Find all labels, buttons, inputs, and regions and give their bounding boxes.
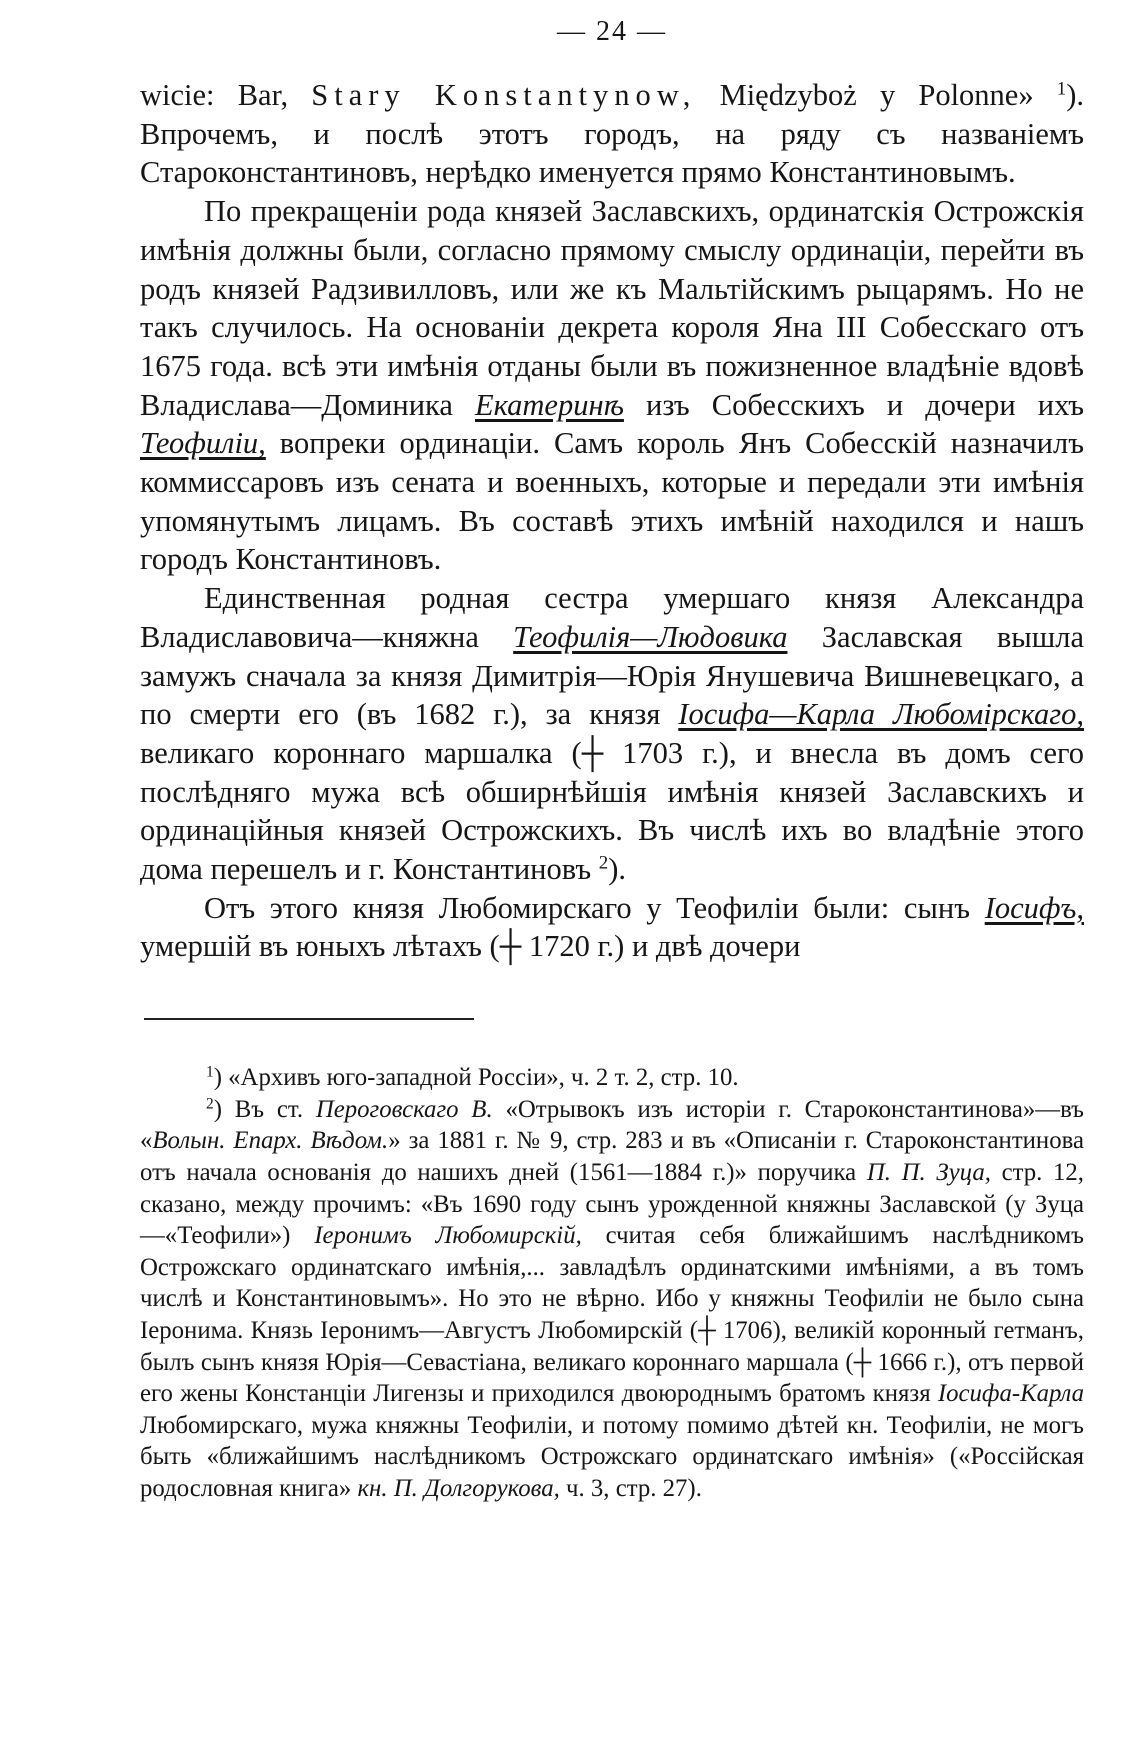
footnote-italic: кн. П. Долгорукова,: [357, 1474, 560, 1502]
footnote-1: [140, 1062, 1084, 1094]
page-number: — 24 —: [557, 16, 667, 47]
footnote-divider: [144, 1018, 474, 1020]
text-run: Międzyboż y Polonne»: [696, 78, 1057, 112]
footnote-italic: Іосифа-Карла: [937, 1380, 1084, 1408]
paragraph-2: [140, 192, 1084, 579]
footnote-italic: П. П. Зуца,: [866, 1158, 991, 1186]
footnote-number: 2: [206, 1095, 214, 1113]
footnote-ref-1: 1: [1056, 78, 1067, 100]
main-text: [140, 76, 1084, 966]
text-run: ).: [608, 852, 627, 887]
italic-name: Теофиліи,: [140, 426, 266, 461]
footnotes: [140, 1062, 1084, 1504]
text-run: Заславская вышла замужъ сначала за князя Димитрія—Юрія Янушевича Вишневецкаго, а по смерти его (въ 1682 г.), за князя: [140, 619, 1084, 732]
footnote-text: ) Въ ст.: [213, 1095, 316, 1123]
text-run: wicie: Bar,: [140, 78, 312, 112]
footnote-italic: Іеронимъ Любомирскій,: [314, 1222, 582, 1250]
footnote-italic: Волын. Епарх. Вѣдом.: [152, 1127, 389, 1155]
italic-name: Іосифъ,: [984, 890, 1084, 925]
text-run: изъ Собесскихъ и дочери ихъ: [623, 387, 1084, 422]
footnote-text: ) «Архивъ юго-западной Россіи», ч. 2 т. 2, стр. 10.: [213, 1064, 739, 1092]
book-page: [140, 14, 1084, 1734]
text-run: ). Впрочемъ, и послѣ этотъ городъ, на ряду съ названіемъ Староконстантиновъ, нерѣдко именуется прямо Константиновымъ.: [140, 78, 1084, 190]
text-run: умершій въ юныхъ лѣтахъ (┼ 1720 г.) и двѣ дочери: [140, 929, 801, 964]
footnote-text: ч. 3, стр. 27).: [559, 1474, 702, 1502]
italic-name: Іосифа—Карла Любомірскаго,: [678, 697, 1084, 732]
footnote-italic: Пероговскаго В.: [315, 1095, 493, 1123]
footnote-text: «Отрывокъ изъ исторіи г. Староконстантинова»—въ «: [140, 1095, 1084, 1155]
paragraph-1: [140, 76, 1084, 192]
footnote-ref-2: 2: [598, 852, 609, 874]
footnote-number: 1: [206, 1063, 214, 1081]
italic-name: Теофилія—Людовика: [513, 619, 788, 654]
text-run-spaced: Stary Konstantynow,: [311, 78, 697, 112]
footnote-text: » за 1881 г. № 9, стр. 283 и въ «Описаніи г. Староконстантинова отъ начала основанія до нашихъ дней (1561—1884 г.)» поручика: [140, 1127, 1084, 1186]
footnote-text: Любомирскаго, мужа княжны Теофиліи, и потому помимо дѣтей кн. Теофиліи, не могъ быть «ближайшимъ наслѣдникомъ Острожскаго ординатскаго имѣнія» («Россійская родословная книга»: [140, 1411, 1084, 1502]
paragraph-4: [140, 889, 1084, 966]
text-run: Отъ этого князя Любомирскаго у Теофиліи были: сынъ: [204, 890, 985, 925]
text-run: вопреки ординаціи. Самъ король Янъ Собесскій назначилъ коммиссаровъ изъ сената и военныхъ, которые и передали эти имѣнія упомянутымъ лицамъ. Въ составѣ этихъ имѣній находился и нашъ городъ Константиновъ.: [140, 426, 1084, 577]
footnote-text: стр. 12, сказано, между прочимъ: «Въ 1690 году сынъ урожденной княжны Заславской (у Зуца—«Теофили»): [140, 1158, 1084, 1250]
text-run: Единственная родная сестра умершаго князя Александра Владиславовича—княжна: [140, 581, 1084, 654]
paragraph-3: [140, 579, 1084, 889]
text-run: великаго короннаго маршалка (┼ 1703 г.), и внесла въ домъ сего послѣдняго мужа всѣ обширнѣйшія имѣнія князей Заславскихъ и ординаційныя князей Острожскихъ. Въ числѣ ихъ во владѣніе этого дома перешелъ и г. Константиновъ: [140, 735, 1084, 887]
footnote-2: [140, 1094, 1084, 1505]
italic-name: Екатеринѣ: [475, 387, 624, 422]
text-run: По прекращеніи рода князей Заславскихъ, ординатскія Острожскія имѣнія должны были, согласно прямому смыслу ординаціи, перейти въ родъ князей Радзивилловъ, или же къ Мальтійскимъ рыцарямъ. Но не такъ случилось. На основаніи декрета короля Яна III Собесскаго отъ 1675 года. всѣ эти имѣнія отданы были въ пожизненное владѣніе вдовѣ Владислава—Доминика: [140, 194, 1084, 422]
footnote-text: считая себя ближайшимъ наслѣдникомъ Острожскаго ординатскаго имѣнія,... завладѣлъ ординатскими имѣніями, а въ томъ числѣ и Константиновымъ». Но это не вѣрно. Ибо у княжны Теофиліи не было сына Іеронима. Князь Іеронимъ—Августъ Любомирскій (┼ 1706), великій коронный гетманъ, былъ сынъ князя Юрія—Севастіана, великаго короннаго маршала (┼ 1666 г.), отъ первой его жены Констанціи Лигензы и приходился двоюроднымъ братомъ князя: [140, 1222, 1084, 1408]
